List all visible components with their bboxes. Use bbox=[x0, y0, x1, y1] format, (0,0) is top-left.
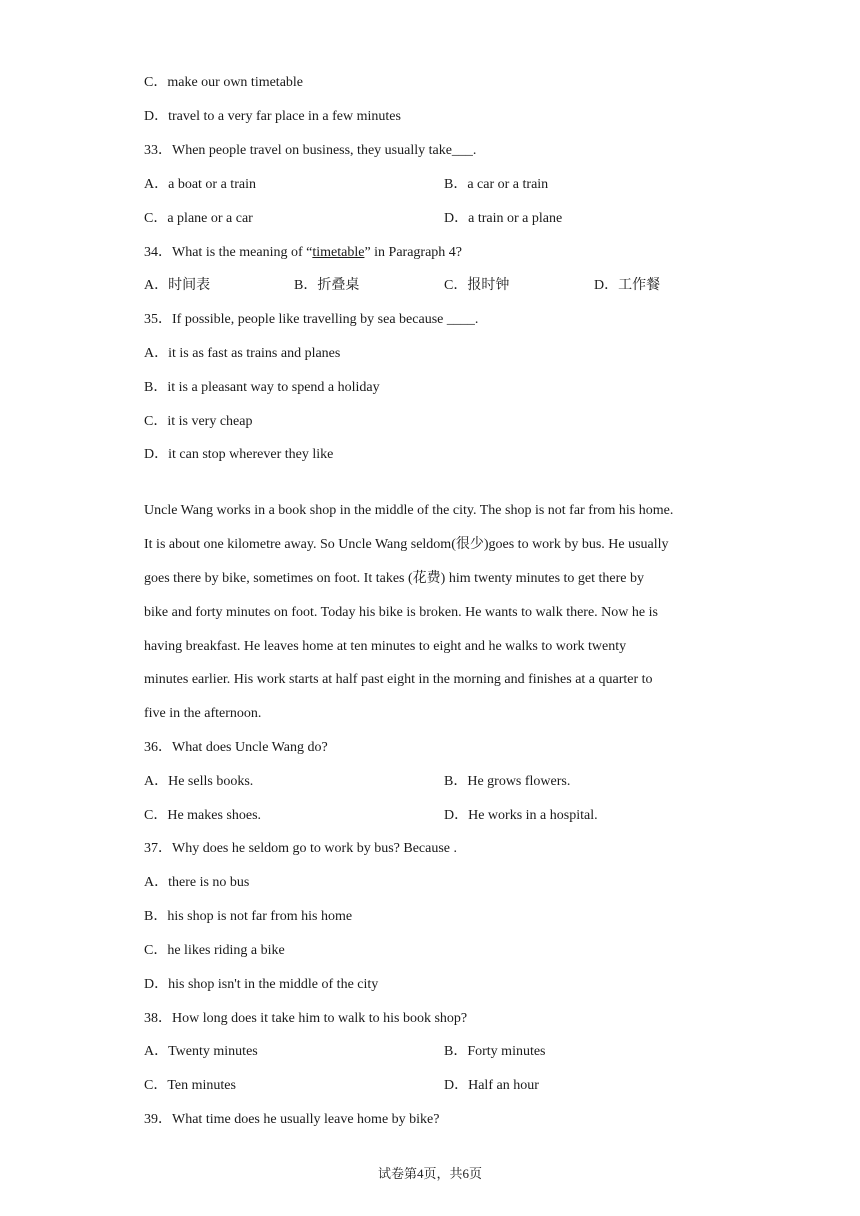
q33-option-c: C．a plane or a car bbox=[144, 211, 253, 226]
q37-stem: 37．Why does he seldom go to work by bus? Because . bbox=[144, 841, 457, 856]
q33-stem: 33．When people travel on business, they usually take___. bbox=[144, 143, 477, 158]
q35-option-a: A．it is as fast as trains and planes bbox=[144, 346, 341, 361]
passage-line: minutes earlier. His work starts at half past eight in the morning and finishes at a quarter to bbox=[144, 672, 653, 687]
q36-option-a: A．He sells books. bbox=[144, 774, 254, 789]
passage-line: five in the afternoon. bbox=[144, 706, 262, 721]
q35-option-c: C．it is very cheap bbox=[144, 414, 253, 429]
q34-option-d: D．工作餐 bbox=[594, 278, 661, 293]
q37-option-a: A．there is no bus bbox=[144, 875, 250, 890]
q35-option-b: B．it is a pleasant way to spend a holiday bbox=[144, 380, 380, 395]
passage-line: goes there by bike, sometimes on foot. It takes (花费) him twenty minutes to get there by bbox=[144, 571, 645, 586]
q36-option-d: D．He works in a hospital. bbox=[444, 808, 598, 823]
q37-option-d: D．his shop isn't in the middle of the city bbox=[144, 977, 379, 992]
q38-stem: 38．How long does it take him to walk to his book shop? bbox=[144, 1011, 468, 1026]
passage-line: It is about one kilometre away. So Uncle Wang seldom(很少)goes to work by bus. He usually bbox=[144, 537, 669, 552]
q38-option-a: A．Twenty minutes bbox=[144, 1044, 258, 1059]
q36-option-c: C．He makes shoes. bbox=[144, 808, 262, 823]
passage-line: Uncle Wang works in a book shop in the middle of the city. The shop is not far from his home. bbox=[144, 503, 674, 518]
q34-underlined-word: timetable bbox=[312, 245, 365, 260]
page-footer: 试卷第4页，共6页 bbox=[377, 1166, 482, 1181]
q32-option-d: D．travel to a very far place in a few minutes bbox=[144, 109, 401, 124]
q34-stem-suffix: ” in Paragraph 4? bbox=[364, 245, 463, 260]
passage-line: bike and forty minutes on foot. Today his bike is broken. He wants to walk there. Now he is bbox=[144, 605, 658, 620]
passage-line: having breakfast. He leaves home at ten minutes to eight and he walks to work twenty bbox=[144, 639, 627, 654]
q34-stem-prefix: 34．What is the meaning of “ bbox=[144, 245, 313, 260]
q39-stem: 39．What time does he usually leave home by bike? bbox=[144, 1112, 440, 1127]
q38-option-d: D．Half an hour bbox=[444, 1078, 539, 1093]
q36-option-b: B．He grows flowers. bbox=[444, 774, 571, 789]
q35-stem: 35．If possible, people like travelling by sea because ____. bbox=[144, 312, 479, 327]
q32-option-c: C．make our own timetable bbox=[144, 75, 304, 90]
q35-option-d: D．it can stop wherever they like bbox=[144, 447, 334, 462]
q34-stem bbox=[144, 244, 462, 262]
q36-stem: 36．What does Uncle Wang do? bbox=[144, 740, 328, 755]
q34-option-a: A．时间表 bbox=[144, 278, 211, 293]
q34-option-b: B．折叠桌 bbox=[294, 278, 360, 293]
q37-option-c: C．he likes riding a bike bbox=[144, 943, 285, 958]
q34-option-c: C．报时钟 bbox=[444, 278, 510, 293]
q33-option-d: D．a train or a plane bbox=[444, 211, 563, 226]
q37-option-b: B．his shop is not far from his home bbox=[144, 909, 353, 924]
q38-option-c: C．Ten minutes bbox=[144, 1078, 236, 1093]
q33-option-a: A．a boat or a train bbox=[144, 177, 256, 192]
q33-option-b: B．a car or a train bbox=[444, 177, 549, 192]
q38-option-b: B．Forty minutes bbox=[444, 1044, 546, 1059]
